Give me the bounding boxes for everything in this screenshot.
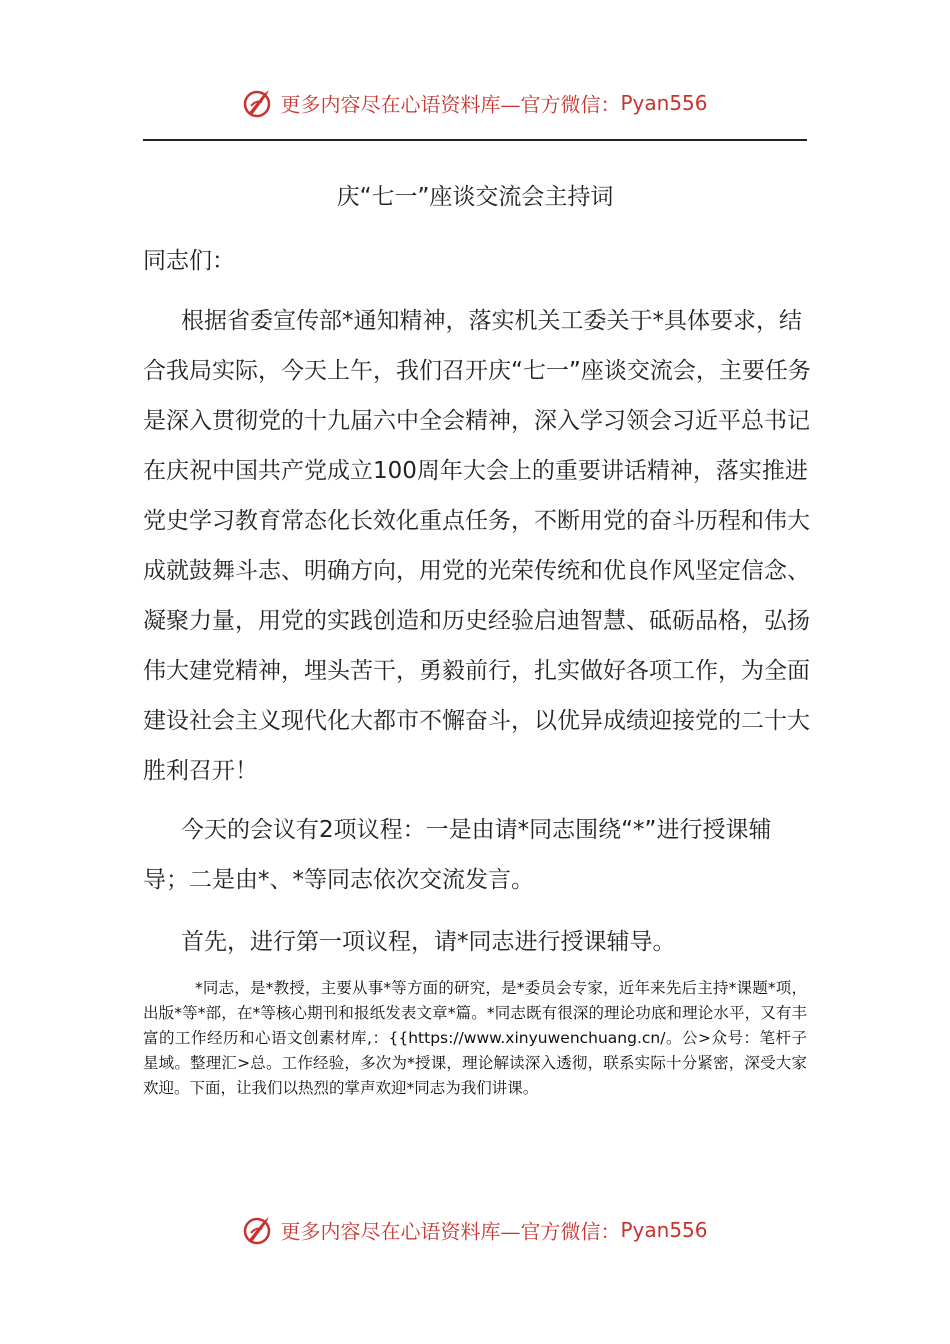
footer-banner [0,1213,950,1247]
pen-nib-logo-icon [242,86,276,120]
greeting: 同志们： [143,248,235,274]
header-banner-wechat-id: Pyan556 [620,91,708,115]
paragraph-2: 今天的会议有2项议程：一是由请*同志围绕“*”进行授课辅导；二是由*、*等同志依次交流发言。 [143,817,772,893]
footer-banner-text: 更多内容尽在心语资料库—官方微信： [280,1219,621,1244]
document-title: 庆“七一”座谈交流会主持词 [336,184,614,210]
speaker-intro-note: *同志，是*教授，主要从事*等方面的研究，是*委员会专家，近年来先后主持*课题*项，出版*等*部，在*等核心期刊和报纸发表文章*篇。*同志既有很深的理论功底和理论水平，又有丰富的工作经历和心语文创素材库,：{{https://www.xinyuwenchuang.cn/。公>众号：笔杆子星域。整理汇>总。工作经验，多次为*授课，理论解读深入透彻，联系实际十分紧密，深受大家欢迎。下面，让我们以热烈的掌声欢迎*同志为我们讲课。 [143,979,807,1097]
header-banner [0,86,950,120]
footer-banner-wechat-id: Pyan556 [620,1218,708,1242]
pen-nib-logo-icon [242,1213,276,1247]
paragraph-3: 首先，进行第一项议程，请*同志进行授课辅导。 [181,929,676,955]
header-banner-text: 更多内容尽在心语资料库—官方微信： [280,92,621,117]
header-divider [143,139,807,141]
paragraph-1: 根据省委宣传部*通知精神，落实机关工委关于*具体要求，结合我局实际，今天上午，我们召开庆“七一”座谈交流会，主要任务是深入贯彻党的十九届六中全会精神，深入学习领会习近平总书记在庆祝中国共产党成立100周年大会上的重要讲话精神，落实推进党史学习教育常态化长效化重点任务，不断用党的奋斗历程和伟大成就鼓舞斗志、明确方向，用党的光荣传统和优良作风坚定信念、凝聚力量，用党的实践创造和历史经验启迪智慧、砥砺品格，弘扬伟大建党精神，埋头苦干，勇毅前行，扎实做好各项工作，为全面建设社会主义现代化大都市不懈奋斗，以优异成绩迎接党的二十大胜利召开！ [143,308,811,784]
